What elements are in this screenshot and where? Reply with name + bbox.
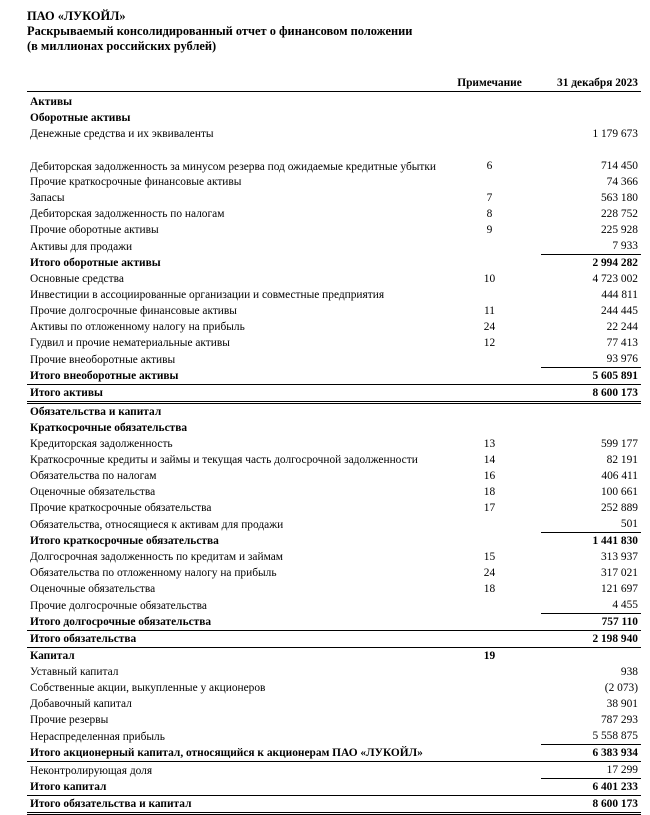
note-column-header: Примечание bbox=[457, 77, 522, 89]
row-label: Собственные акции, выкупленные у акционеров bbox=[30, 682, 266, 694]
row-label: Итого обязательства и капитал bbox=[27, 796, 438, 814]
row-label: Итого активы bbox=[27, 385, 438, 403]
table-row bbox=[27, 222, 641, 238]
table-row bbox=[27, 712, 641, 728]
row-label: Прочие резервы bbox=[30, 714, 109, 726]
row-note bbox=[438, 597, 541, 614]
row-value: 5 605 891 bbox=[541, 368, 641, 385]
row-value: 38 901 bbox=[606, 698, 638, 710]
row-note bbox=[438, 762, 541, 779]
row-note bbox=[438, 238, 541, 255]
row-label: Прочие долгосрочные финансовые активы bbox=[30, 305, 237, 317]
table-row bbox=[27, 436, 641, 452]
table-row bbox=[27, 597, 641, 614]
table-row bbox=[27, 190, 641, 206]
row-label: Прочие долгосрочные обязательства bbox=[30, 599, 207, 612]
table-row bbox=[27, 335, 641, 351]
row-label: Кредиторская задолженность bbox=[30, 438, 173, 450]
table-row bbox=[27, 549, 641, 565]
table-row bbox=[27, 271, 641, 287]
row-note: 16 bbox=[483, 470, 496, 482]
row-note bbox=[438, 420, 541, 436]
table-row bbox=[27, 533, 641, 550]
row-note bbox=[438, 126, 541, 142]
table-row bbox=[27, 631, 641, 648]
table-row bbox=[27, 779, 641, 796]
row-value: 406 411 bbox=[601, 470, 638, 482]
table-row bbox=[27, 664, 641, 680]
table-row bbox=[27, 351, 641, 368]
row-value: 5 558 875 bbox=[541, 728, 641, 745]
row-label: Прочие краткосрочные обязательства bbox=[30, 502, 212, 514]
row-value: 938 bbox=[620, 666, 638, 678]
table-row bbox=[27, 762, 641, 779]
row-label: Денежные средства и их эквиваленты bbox=[30, 128, 214, 140]
row-label: Нераспределенная прибыль bbox=[30, 730, 165, 743]
row-value: 4 455 bbox=[541, 597, 641, 614]
column-headers bbox=[27, 76, 641, 92]
row-note bbox=[438, 712, 541, 728]
row-label: Добавочный капитал bbox=[30, 698, 132, 710]
table-row bbox=[27, 452, 641, 468]
row-value: 6 383 934 bbox=[541, 745, 641, 762]
table-row bbox=[27, 420, 641, 436]
row-label: Основные средства bbox=[30, 273, 124, 285]
row-value: 444 811 bbox=[601, 289, 638, 301]
row-label: Уставный капитал bbox=[30, 666, 119, 678]
row-note bbox=[438, 287, 541, 303]
row-note: 15 bbox=[483, 551, 496, 563]
row-note bbox=[438, 516, 541, 533]
row-label: Дебиторская задолженность за минусом резерва под ожидаемые кредитные убытки bbox=[30, 161, 437, 173]
row-value: 714 450 bbox=[600, 160, 638, 172]
row-label: Инвестиции в ассоциированные организации и совместные предприятия bbox=[30, 289, 385, 301]
row-label: Итого акционерный капитал, относящийся к акционерам ПАО «ЛУКОЙЛ» bbox=[27, 745, 438, 762]
row-label: Обязательства по отложенному налогу на прибыль bbox=[30, 567, 277, 579]
row-note bbox=[438, 385, 541, 403]
row-value: 244 445 bbox=[600, 305, 638, 317]
company-name: ПАО «ЛУКОЙЛ» bbox=[27, 9, 126, 23]
row-note bbox=[438, 664, 541, 680]
row-label: Итого внеоборотные активы bbox=[27, 368, 438, 385]
row-note: 13 bbox=[483, 438, 496, 450]
row-value: 313 937 bbox=[600, 551, 638, 563]
row-value: 2 994 282 bbox=[592, 257, 638, 269]
report-title: Раскрываемый консолидированный отчет о финансовом положении bbox=[27, 24, 413, 38]
row-value: 2 198 940 bbox=[541, 631, 641, 648]
table-row bbox=[27, 110, 641, 126]
row-note: 24 bbox=[483, 321, 496, 333]
row-label: Обязательства, относящиеся к активам для продажи bbox=[30, 518, 284, 531]
row-value: 121 697 bbox=[600, 583, 638, 595]
row-value: 17 299 bbox=[541, 762, 641, 779]
row-value: 77 413 bbox=[606, 337, 638, 349]
row-label: Прочие внеоборотные активы bbox=[30, 353, 176, 366]
row-label: Краткосрочные кредиты и займы и текущая часть долгосрочной задолженности bbox=[30, 454, 418, 466]
row-value bbox=[541, 110, 641, 126]
row-value: 4 723 002 bbox=[592, 273, 638, 285]
row-value: 225 928 bbox=[600, 224, 638, 236]
row-label: Краткосрочные обязательства bbox=[30, 422, 188, 434]
row-note: 18 bbox=[483, 486, 496, 498]
row-value: 82 191 bbox=[606, 454, 638, 466]
row-value bbox=[541, 94, 641, 110]
row-label: Итого оборотные активы bbox=[30, 257, 161, 269]
row-note bbox=[438, 351, 541, 368]
table-row bbox=[27, 745, 641, 762]
row-note: 17 bbox=[483, 502, 496, 514]
table-row bbox=[27, 468, 641, 484]
row-note bbox=[438, 631, 541, 648]
table-row bbox=[27, 614, 641, 631]
row-note bbox=[438, 796, 541, 814]
row-label: Прочие оборотные активы bbox=[30, 224, 159, 236]
table-row bbox=[27, 142, 641, 174]
table-row bbox=[27, 94, 641, 110]
table-row bbox=[27, 255, 641, 272]
row-note bbox=[438, 174, 541, 190]
table-row bbox=[27, 696, 641, 712]
row-note bbox=[438, 696, 541, 712]
row-value bbox=[541, 420, 641, 436]
row-value: 93 976 bbox=[541, 351, 641, 368]
row-value: 22 244 bbox=[606, 321, 638, 333]
row-value bbox=[541, 648, 641, 665]
row-note: 6 bbox=[486, 160, 493, 172]
row-note: 9 bbox=[486, 224, 493, 236]
row-value: (2 073) bbox=[604, 682, 638, 694]
table-row bbox=[27, 303, 641, 319]
row-value: 6 401 233 bbox=[541, 779, 641, 796]
row-label: Оценочные обязательства bbox=[30, 583, 156, 595]
row-note bbox=[438, 614, 541, 631]
row-value: 787 293 bbox=[600, 714, 638, 726]
row-value: 252 889 bbox=[600, 502, 638, 514]
table-row bbox=[27, 565, 641, 581]
row-value: 8 600 173 bbox=[541, 796, 641, 814]
row-label: Прочие краткосрочные финансовые активы bbox=[30, 176, 242, 188]
row-note bbox=[438, 745, 541, 762]
row-label: Капитал bbox=[30, 650, 75, 662]
row-value: 8 600 173 bbox=[541, 385, 641, 403]
date-column-header: 31 декабря 2023 bbox=[557, 77, 638, 89]
row-value bbox=[541, 403, 641, 421]
row-label: Итого краткосрочные обязательства bbox=[30, 535, 219, 547]
report-units: (в миллионах российских рублей) bbox=[27, 39, 217, 53]
row-label: Дебиторская задолженность по налогам bbox=[30, 208, 225, 220]
table-row bbox=[27, 581, 641, 597]
row-value: 1 441 830 bbox=[592, 535, 638, 547]
row-label: Долгосрочная задолженность по кредитам и займам bbox=[30, 551, 283, 563]
table-row bbox=[27, 403, 641, 421]
row-note: 14 bbox=[483, 454, 496, 466]
table-row bbox=[27, 238, 641, 255]
row-label: Активы для продажи bbox=[30, 240, 133, 253]
row-note: 10 bbox=[483, 273, 496, 285]
row-label: Итого капитал bbox=[27, 779, 438, 796]
row-value: 100 661 bbox=[600, 486, 638, 498]
table-row bbox=[27, 500, 641, 516]
table-row bbox=[27, 728, 641, 745]
row-label: Запасы bbox=[30, 192, 65, 204]
row-value: 317 021 bbox=[600, 567, 638, 579]
table-row bbox=[27, 385, 641, 403]
row-value: 1 179 673 bbox=[592, 128, 638, 140]
table-row bbox=[27, 368, 641, 385]
table-row bbox=[27, 126, 641, 142]
row-note: 8 bbox=[486, 208, 493, 220]
row-note: 12 bbox=[483, 337, 496, 349]
row-note bbox=[438, 403, 541, 421]
balance-sheet-table bbox=[27, 94, 641, 815]
row-value: 501 bbox=[541, 516, 641, 533]
row-label: Неконтролирующая доля bbox=[30, 764, 153, 777]
row-value: 7 933 bbox=[541, 238, 641, 255]
report-header bbox=[27, 9, 412, 54]
row-label: Гудвил и прочие нематериальные активы bbox=[30, 337, 230, 349]
table-row bbox=[27, 206, 641, 222]
row-note bbox=[438, 110, 541, 126]
row-note: 7 bbox=[486, 192, 493, 204]
table-row bbox=[27, 648, 641, 665]
row-note bbox=[438, 533, 541, 550]
row-note bbox=[438, 680, 541, 696]
row-value: 599 177 bbox=[600, 438, 638, 450]
table-row bbox=[27, 174, 641, 190]
row-note: 24 bbox=[483, 567, 496, 579]
table-row bbox=[27, 516, 641, 533]
table-row bbox=[27, 319, 641, 335]
row-note bbox=[438, 728, 541, 745]
row-label: Итого обязательства bbox=[27, 631, 438, 648]
table-row bbox=[27, 287, 641, 303]
table-row bbox=[27, 680, 641, 696]
row-note: 19 bbox=[483, 650, 496, 662]
table-row bbox=[27, 484, 641, 500]
row-note bbox=[438, 255, 541, 272]
row-label: Итого долгосрочные обязательства bbox=[27, 614, 438, 631]
row-label: Оценочные обязательства bbox=[30, 486, 156, 498]
row-label: Активы по отложенному налогу на прибыль bbox=[30, 321, 245, 333]
row-label: Оборотные активы bbox=[30, 112, 131, 124]
row-note bbox=[438, 779, 541, 796]
row-label: Обязательства по налогам bbox=[30, 470, 157, 482]
row-value: 757 110 bbox=[541, 614, 641, 631]
row-label: Обязательства и капитал bbox=[30, 406, 162, 418]
row-note: 18 bbox=[483, 583, 496, 595]
row-label: Активы bbox=[30, 96, 72, 108]
table-row bbox=[27, 796, 641, 814]
row-note bbox=[438, 94, 541, 110]
row-note: 11 bbox=[484, 305, 495, 317]
row-note bbox=[438, 368, 541, 385]
row-value: 563 180 bbox=[600, 192, 638, 204]
row-value: 228 752 bbox=[600, 208, 638, 220]
row-value: 74 366 bbox=[606, 176, 638, 188]
